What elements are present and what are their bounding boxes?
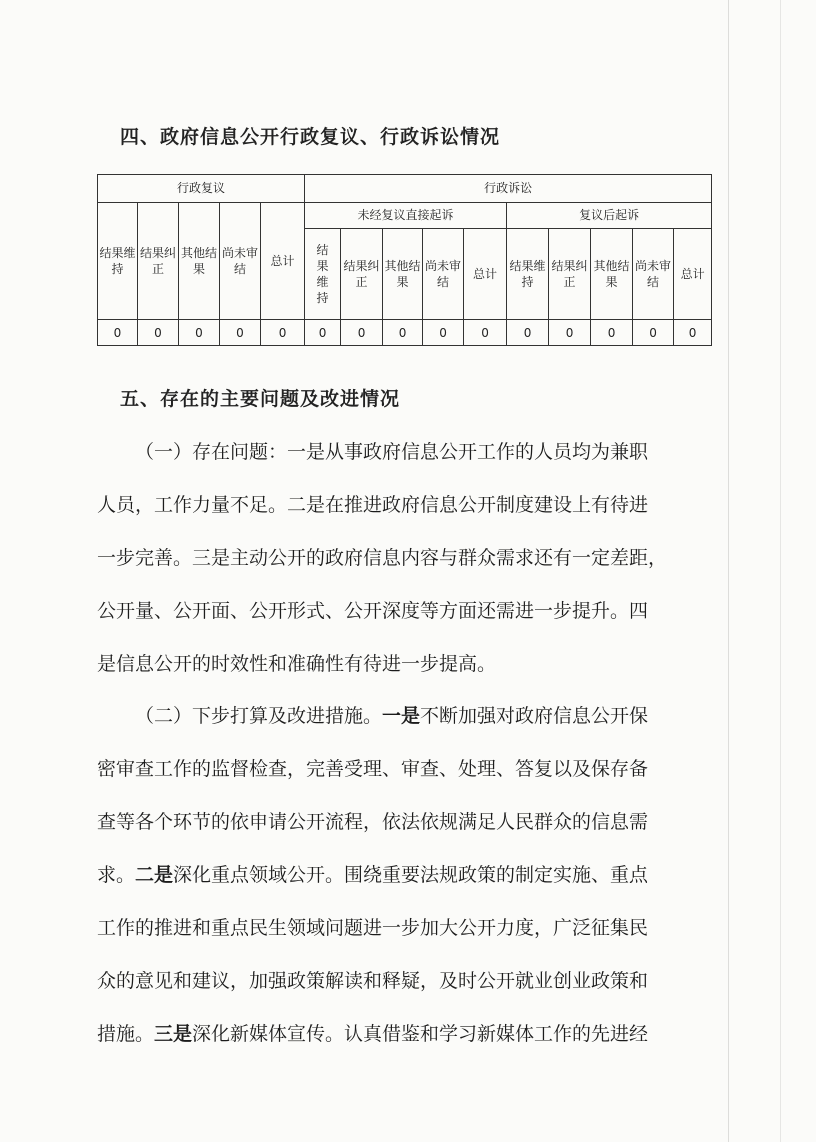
- value-cell: 0: [507, 320, 549, 346]
- review-litigation-table: [97, 174, 712, 346]
- header-cell: 尚未审结: [220, 202, 261, 319]
- header-cell: 尚未审结: [423, 228, 464, 320]
- header-cell: 结果维持: [507, 228, 549, 320]
- value-cell: 0: [98, 320, 138, 346]
- paragraph-line: 工作的推进和重点民生领域问题进一步加大公开力度，广泛征集民: [97, 917, 649, 939]
- value-cell: 0: [591, 320, 633, 346]
- header-cell: 结果维持: [98, 202, 138, 319]
- text-run: 不断加强对政府信息公开保: [420, 705, 649, 727]
- bold-marker: 三是: [154, 1023, 193, 1045]
- paragraph-line: 一步完善。三是主动公开的政府信息内容与群众需求还有一定差距，: [97, 547, 668, 569]
- scan-edge-line: [780, 0, 781, 1142]
- scan-edge-line: [728, 0, 729, 1142]
- text-run: 求。: [97, 864, 136, 886]
- value-cell: 0: [633, 320, 674, 346]
- value-cell: 0: [674, 320, 712, 346]
- value-cell: 0: [305, 320, 341, 346]
- paragraph-line: [97, 690, 715, 743]
- header-cell: 结果纠正: [549, 228, 591, 320]
- value-cell: 0: [341, 320, 383, 346]
- value-cell: 0: [138, 320, 179, 346]
- header-cell-label: 结果维持: [316, 242, 329, 305]
- paragraph-line: 众的意见和建议，加强政策解读和释疑，及时公开就业创业政策和: [97, 970, 649, 992]
- paragraph-line: [97, 1008, 715, 1061]
- section-5-title: 五、存在的主要问题及改进情况: [120, 388, 401, 410]
- paragraph-line: 人员，工作力量不足。二是在推进政府信息公开制度建设上有待进: [97, 494, 649, 516]
- paragraph-line: （一）存在问题：一是从事政府信息公开工作的人员均为兼职: [135, 441, 649, 463]
- litigation-header: 行政诉讼: [305, 175, 712, 203]
- header-cell: 其他结果: [179, 202, 220, 319]
- paragraph-line: 是信息公开的时效性和准确性有待进一步提高。: [97, 653, 497, 675]
- review-header: 行政复议: [98, 175, 305, 203]
- measures-paragraph: [97, 690, 715, 1061]
- value-cell: 0: [383, 320, 423, 346]
- header-cell: 其他结果: [591, 228, 633, 320]
- header-cell: 结果纠正: [138, 202, 179, 319]
- section-4-title: 四、政府信息公开行政复议、行政诉讼情况: [120, 126, 501, 148]
- paragraph-line: 密审查工作的监督检查，完善受理、审查、处理、答复以及保存备: [97, 758, 649, 780]
- header-cell: 总计: [464, 228, 507, 320]
- subheading: （二）下步打算及改进措施。: [135, 705, 383, 727]
- header-cell: 其他结果: [383, 228, 423, 320]
- value-cell: 0: [220, 320, 261, 346]
- after-review-header: 复议后起诉: [507, 202, 712, 228]
- text-run: 深化重点领域公开。围绕重要法规政策的制定实施、重点: [173, 864, 649, 886]
- header-cell: 结果纠正: [341, 228, 383, 320]
- header-cell: [305, 228, 341, 320]
- direct-suit-header: 未经复议直接起诉: [305, 202, 507, 228]
- header-cell: 总计: [674, 228, 712, 320]
- bold-marker: 二是: [135, 864, 174, 886]
- text-run: 深化新媒体宣传。认真借鉴和学习新媒体工作的先进经: [192, 1023, 649, 1045]
- value-cell: 0: [261, 320, 305, 346]
- problems-paragraph: [97, 426, 715, 691]
- paragraph-line: 查等各个环节的依申请公开流程，依法依规满足人民群众的信息需: [97, 811, 649, 833]
- header-cell: 尚未审结: [633, 228, 674, 320]
- value-cell: 0: [423, 320, 464, 346]
- value-cell: 0: [179, 320, 220, 346]
- paragraph-line: 公开量、公开面、公开形式、公开深度等方面还需进一步提升。四: [97, 600, 649, 622]
- value-cell: 0: [549, 320, 591, 346]
- paragraph-line: [97, 849, 715, 902]
- value-cell: 0: [464, 320, 507, 346]
- bold-marker: 一是: [382, 705, 421, 727]
- header-cell: 总计: [261, 202, 305, 319]
- text-run: 措施。: [97, 1023, 155, 1045]
